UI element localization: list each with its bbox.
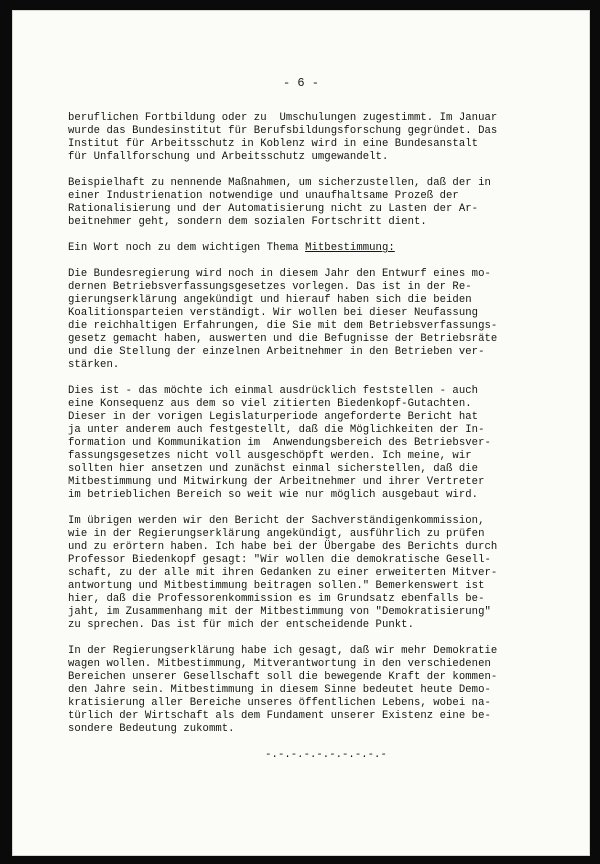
paragraph-rationalisation bbox=[68, 177, 564, 229]
text-line: ja unter anderem auch festgestellt, daß die Möglichkeiten der In- bbox=[68, 424, 485, 436]
text-line: Dies ist - das möchte ich einmal ausdrücklich feststellen - auch bbox=[68, 385, 479, 397]
text-line: wagen wollen. Mitbestimmung, Mitverantwortung in den verschiedenen bbox=[68, 658, 491, 670]
text-line: Institut für Arbeitsschutz in Koblenz wird in eine Bundesanstalt bbox=[68, 138, 479, 150]
text-line: die reichhaltigen Erfahrungen, die Sie mit dem Betriebsverfassungs- bbox=[68, 320, 498, 332]
text-line: dernen Betriebsverfassungsgesetzes vorlegen. Das ist in der Re- bbox=[68, 281, 472, 293]
end-of-text-mark: -.-.-.-.-.-.-.-.-.- bbox=[265, 749, 387, 761]
text-line: formation und Kommunikation im Anwendungsbereich des Betriebsver- bbox=[68, 437, 491, 449]
page-number: - 6 - bbox=[282, 76, 319, 90]
topic-intro-text: Ein Wort noch zu dem wichtigen Thema bbox=[68, 242, 306, 254]
text-line: zu sprechen. Das ist für mich der entscheidende Punkt. bbox=[68, 619, 414, 631]
text-line: im betrieblichen Bereich so weit wie nur möglich ausgebaut wird. bbox=[68, 489, 479, 501]
paragraph-vocational-training bbox=[68, 112, 564, 164]
text-line: Im übrigen werden wir den Bericht der Sachverständigenkommission, bbox=[68, 515, 485, 527]
text-line: gesetz gemacht haben, auswerten und die Befugnisse der Betriebsräte bbox=[68, 333, 498, 345]
text-line: Koalitionsparteien verständigt. Wir wollen bei dieser Neufassung bbox=[68, 307, 479, 319]
text-line: Beispielhaft zu nennende Maßnahmen, um sicherzustellen, daß der in bbox=[68, 177, 491, 189]
text-line: Rationalisierung und der Automatisierung nicht zu Lasten der Ar- bbox=[68, 203, 479, 215]
text-line: sondere Bedeutung zukommt. bbox=[68, 723, 235, 735]
body-text bbox=[68, 112, 564, 762]
text-line: fassungsgesetzes nicht voll ausgeschöpft werden. Ich meine, wir bbox=[68, 450, 472, 462]
paragraph-expert-commission bbox=[68, 515, 564, 632]
text-line: Die Bundesregierung wird noch in diesem Jahr den Entwurf eines mo- bbox=[68, 268, 491, 280]
text-line: wurde das Bundesinstitut für Berufsbildungsforschung gegründet. Das bbox=[68, 125, 498, 137]
paragraph-works-constitution bbox=[68, 268, 564, 372]
text-line: wie in der Regierungserklärung angekündigt, ausführlich zu prüfen bbox=[68, 528, 485, 540]
text-line: beitnehmer geht, sondern dem sozialen Fortschritt dient. bbox=[68, 216, 427, 228]
text-line: jaht, im Zusammenhang mit der Mitbestimmung von "Demokratisierung" bbox=[68, 606, 491, 618]
text-line: und zu erörtern haben. Ich habe bei der Übergabe des Berichts durch bbox=[68, 541, 498, 553]
text-line: gierungserklärung angekündigt und hierauf haben sich die beiden bbox=[68, 294, 472, 306]
text-line: Professor Biedenkopf gesagt: "Wir wollen die demokratische Gesell- bbox=[68, 554, 491, 566]
text-line: für Unfallforschung und Arbeitsschutz umgewandelt. bbox=[68, 151, 389, 163]
text-line: schaft, zu der alle mit ihren Gedanken zu einer erweiterten Mitver- bbox=[68, 567, 498, 579]
text-line: kratisierung aller Bereiche unseres öffentlichen Lebens, wobei na- bbox=[68, 697, 491, 709]
text-line: einer Industrienation notwendige und unaufhaltsame Prozeß der bbox=[68, 190, 459, 202]
text-line: Bereichen unserer Gesellschaft soll die bewegende Kraft der kommen- bbox=[68, 671, 498, 683]
document-page bbox=[12, 10, 590, 856]
text-line: und die Stellung der einzelnen Arbeitnehmer in den Betrieben ver- bbox=[68, 346, 485, 358]
paragraph-biedenkopf-report bbox=[68, 385, 564, 502]
text-line: stärken. bbox=[68, 359, 120, 371]
text-line: Mitbestimmung und Mitwirkung der Arbeitnehmer und ihrer Vertreter bbox=[68, 476, 485, 488]
paragraph-more-democracy bbox=[68, 645, 564, 736]
text-line bbox=[68, 242, 564, 255]
text-line: den Jahre sein. Mitbestimmung in diesem Sinne bedeutet heute Demo- bbox=[68, 684, 491, 696]
text-line: hier, daß die Professorenkommission es im Grundsatz ebenfalls be- bbox=[68, 593, 485, 605]
paragraph-topic-intro bbox=[68, 242, 564, 255]
text-line: türlich der Wirtschaft als dem Fundament unserer Existenz eine be- bbox=[68, 710, 491, 722]
text-line: Dieser in der vorigen Legislaturperiode angeforderte Bericht hat bbox=[68, 411, 479, 423]
text-line: In der Regierungserklärung habe ich gesagt, daß wir mehr Demokratie bbox=[68, 645, 498, 657]
text-line: antwortung und Mitbestimmung beitragen sollen." Bemerkenswert ist bbox=[68, 580, 485, 592]
text-line: beruflichen Fortbildung oder zu Umschulungen zugestimmt. Im Januar bbox=[68, 112, 498, 124]
text-line: eine Konsequenz aus dem so viel zitierten Biedenkopf-Gutachten. bbox=[68, 398, 472, 410]
text-line: sollten hier ansetzen und zunächst einmal sicherstellen, daß die bbox=[68, 463, 479, 475]
topic-heading-mitbestimmung: Mitbestimmung: bbox=[305, 242, 395, 254]
